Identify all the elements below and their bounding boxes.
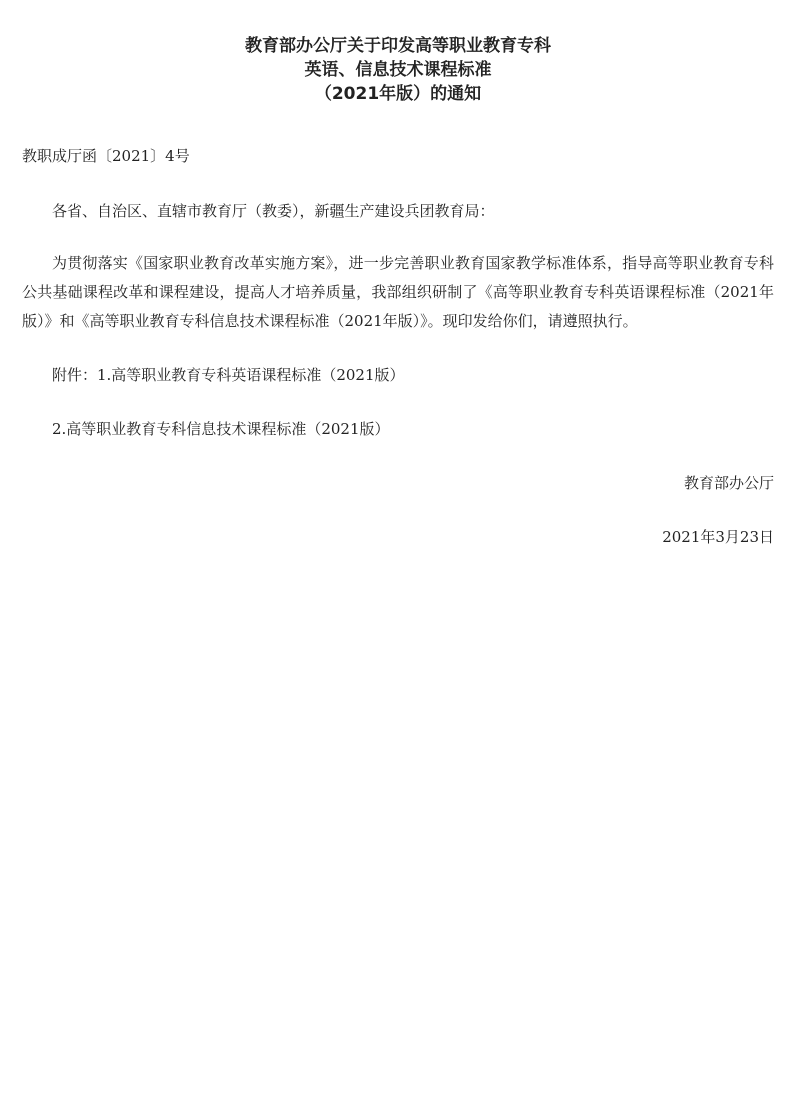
attachment-2: 2.高等职业教育专科信息技术课程标准（2021版） xyxy=(52,420,390,438)
issue-date: 2021年3月23日 xyxy=(662,528,774,546)
issuer-signature: 教育部办公厅 xyxy=(683,474,774,492)
attachment-1: 附件：1.高等职业教育专科英语课程标准（2021版） xyxy=(52,366,405,384)
salutation: 各省、自治区、直辖市教育厅（教委），新疆生产建设兵团教育局： xyxy=(52,202,495,220)
body-paragraph: 为贯彻落实《国家职业教育改革实施方案》，进一步完善职业教育国家教学标准体系，指导高等职业教育专科公共基础课程改革和课程建设，提高人才培养质量，我部组织研制了《高等职业教育专科英语课程标准（2021年版）》和《高等职业教育专科信息技术课程标准（2021年版）》。现印发给你们，请遵照执行。 xyxy=(22,254,774,330)
document-number: 教职成厅函〔2021〕4号 xyxy=(22,147,190,165)
document-title xyxy=(22,34,774,106)
notice-document xyxy=(22,0,774,552)
title-line-3: （2021年版）的通知 xyxy=(314,84,482,104)
title-line-1: 教育部办公厅关于印发高等职业教育专科 xyxy=(245,36,551,56)
title-line-2: 英语、信息技术课程标准 xyxy=(304,60,492,80)
